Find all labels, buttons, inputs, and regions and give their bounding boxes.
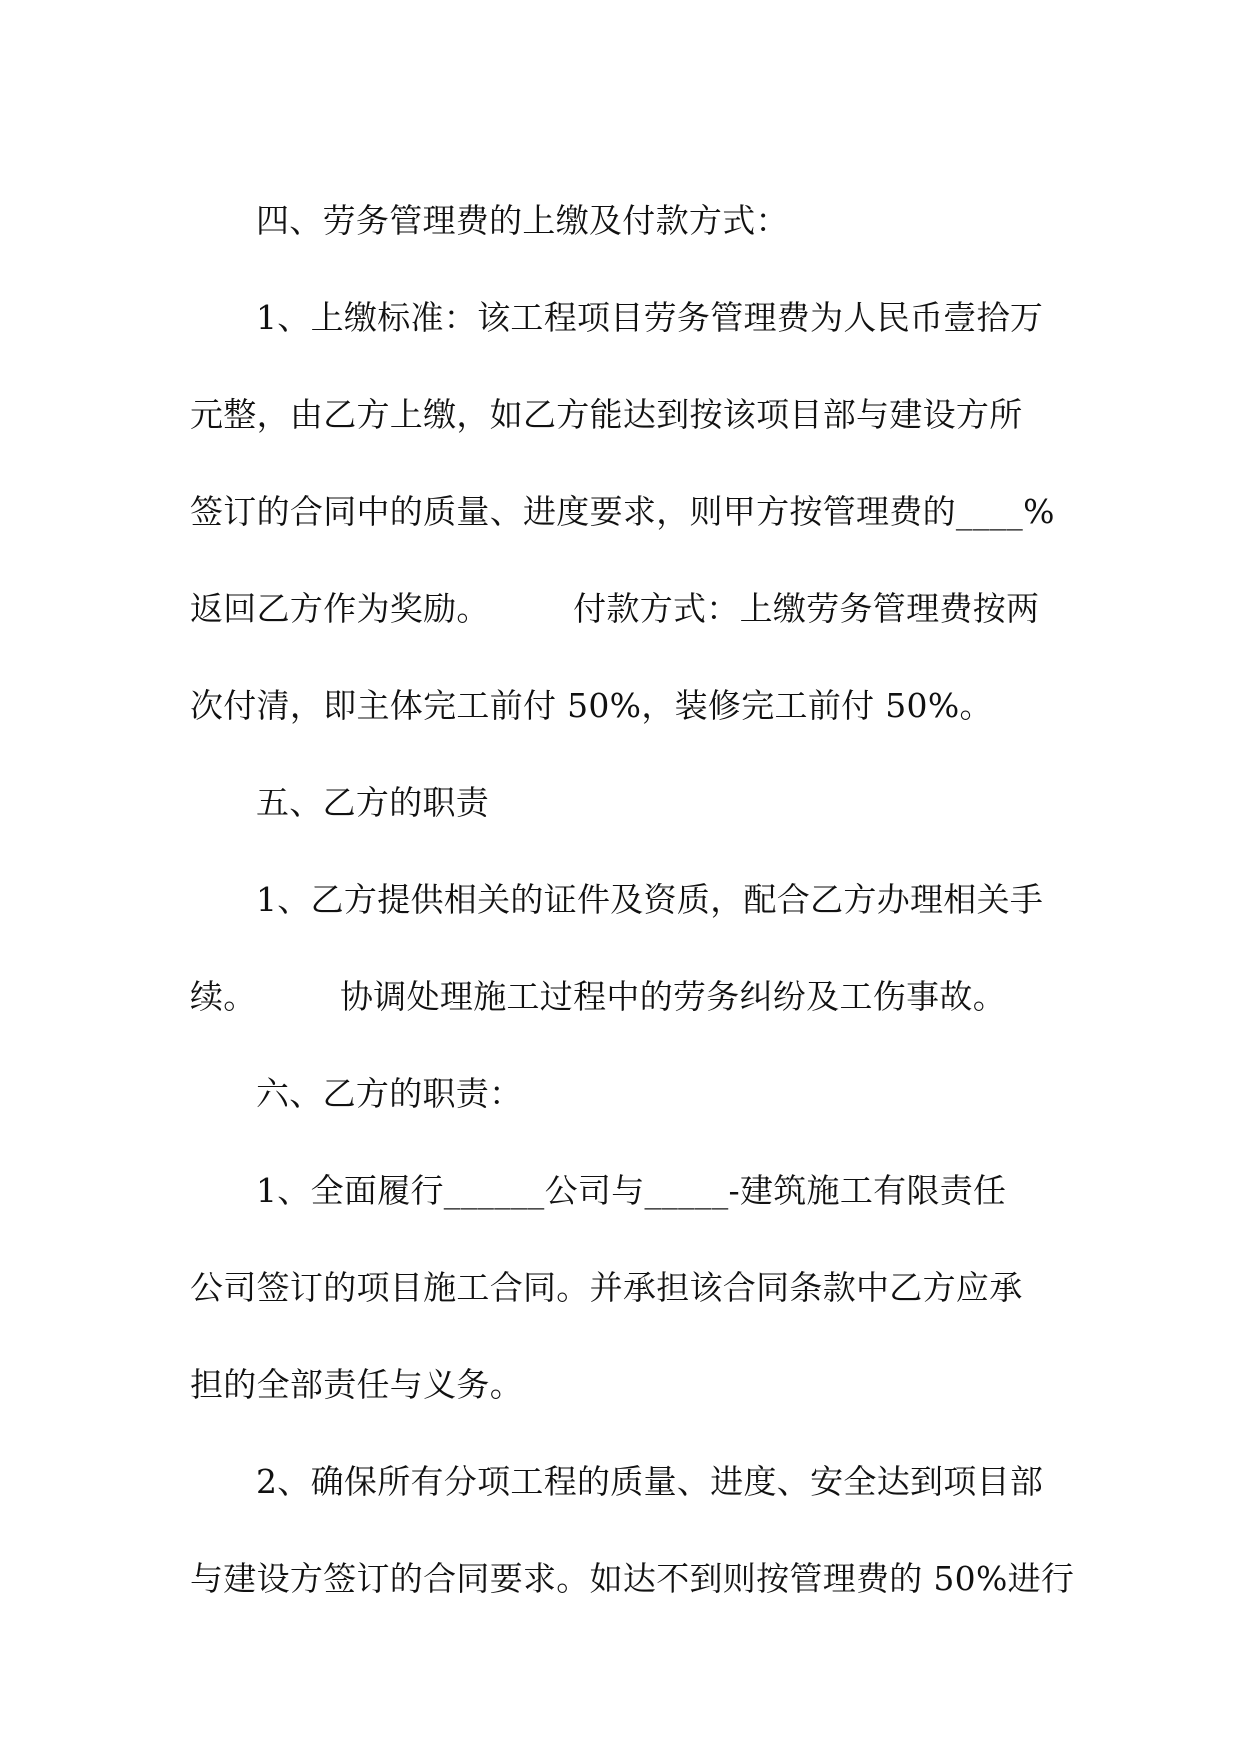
paragraph-line: 与建设方签订的合同要求。如达不到则按管理费的 50%进行 [190, 1559, 1075, 1598]
paragraph-line: 1、全面履行______公司与_____-建筑施工有限责任 [256, 1171, 1007, 1210]
paragraph-line: 签订的合同中的质量、进度要求，则甲方按管理费的____% [190, 492, 1055, 531]
paragraph-line: 1、乙方提供相关的证件及资质，配合乙方办理相关手 [256, 880, 1044, 919]
section-heading-5: 五、乙方的职责 [256, 783, 490, 822]
section-heading-4: 四、劳务管理费的上缴及付款方式： [256, 201, 789, 240]
paragraph-line: 公司签订的项目施工合同。并承担该合同条款中乙方应承 [190, 1268, 1023, 1307]
paragraph-line: 担的全部责任与义务。 [190, 1365, 523, 1404]
paragraph-line: 2、确保所有分项工程的质量、进度、安全达到项目部 [256, 1462, 1044, 1501]
document-body [190, 172, 1075, 1627]
paragraph-line: 元整，由乙方上缴，如乙方能达到按该项目部与建设方所 [190, 395, 1023, 434]
section-heading-6: 六、乙方的职责： [256, 1074, 523, 1113]
paragraph-line: 1、上缴标准：该工程项目劳务管理费为人民币壹拾万 [256, 298, 1044, 337]
paragraph-line: 返回乙方作为奖励。 付款方式：上缴劳务管理费按两 [190, 589, 1040, 628]
paragraph-line: 续。 协调处理施工过程中的劳务纠纷及工伤事故。 [190, 977, 1006, 1016]
paragraph-line: 次付清，即主体完工前付 50%，装修完工前付 50%。 [190, 686, 993, 725]
